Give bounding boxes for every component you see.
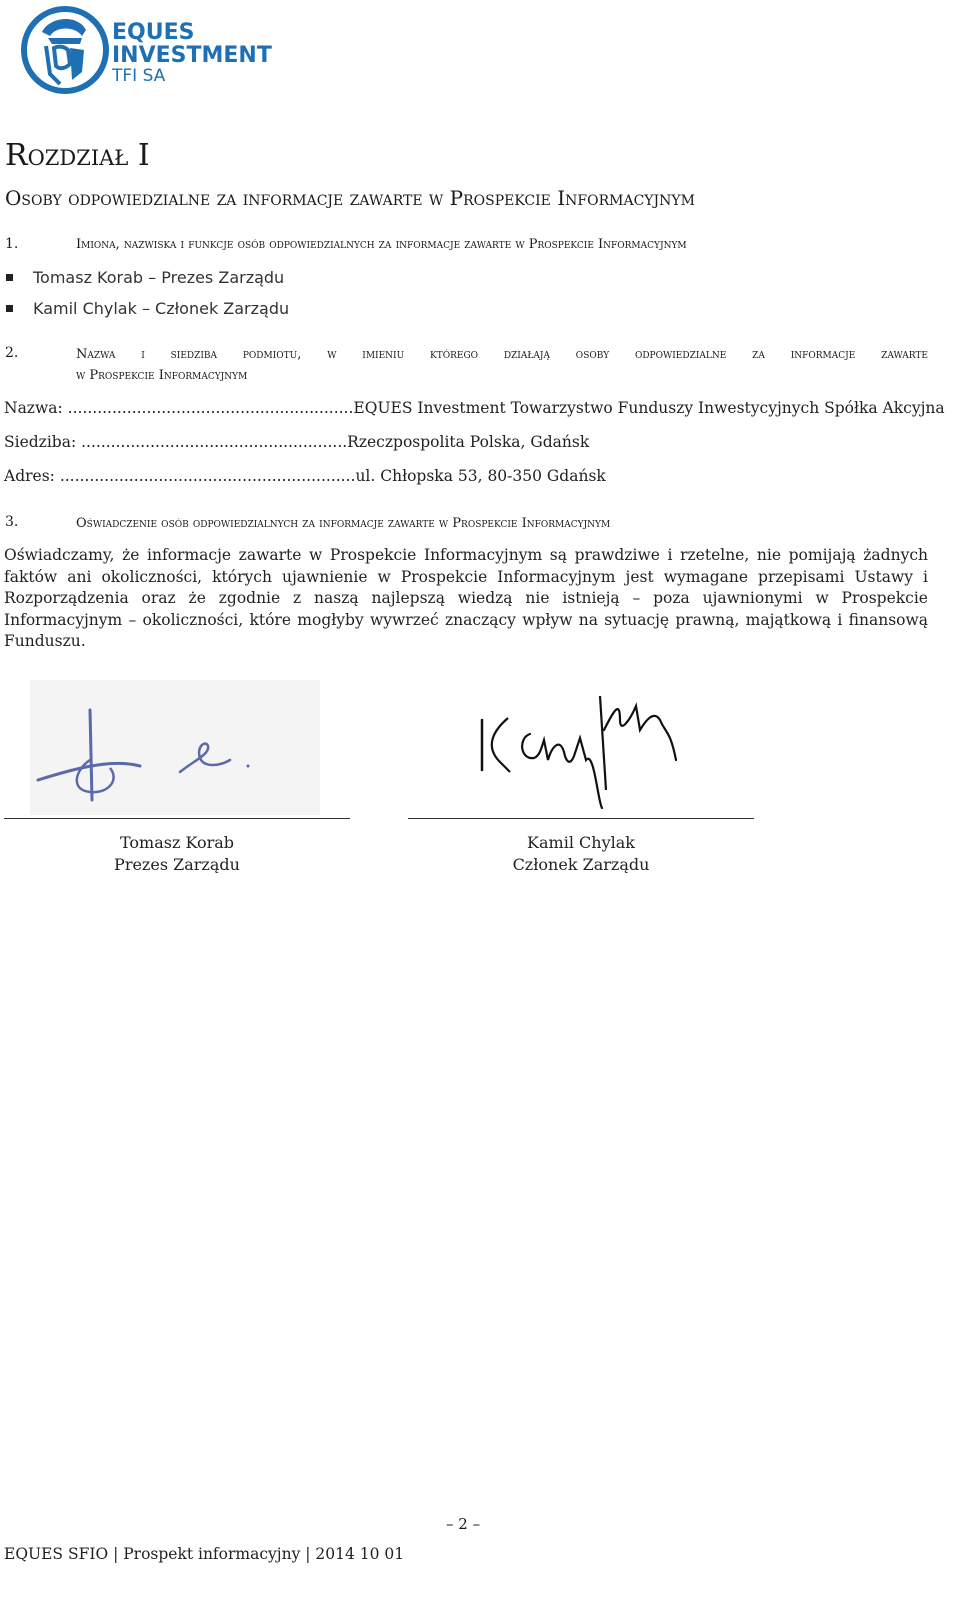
section-3-heading: Oświadczenie osób odpowiedzialnych za informacje zawarte w Prospekcie Informacyjnym: [76, 516, 611, 531]
section-2-heading-line1: Nazwa i siedziba podmiotu, w imieniu którego działają osoby odpowiedzialne za informacje zawarte: [76, 347, 928, 362]
chapter-title: Rozdział I: [5, 138, 150, 173]
section-1-heading: Imiona, nazwiska i funkcje osób odpowiedzialnych za informacje zawarte w Prospekcie Informacyjnym: [76, 237, 687, 252]
helmet-logo-icon: [20, 2, 110, 98]
signature-image-left: [30, 680, 320, 815]
company-logo: [20, 2, 270, 98]
signature-line-left: [4, 818, 350, 819]
section-1-number: 1.: [5, 236, 19, 252]
page-number: – 2 –: [446, 1515, 481, 1533]
logo-text-tfi: TFI SA: [112, 66, 166, 86]
list-item: Tomasz Korab – Prezes Zarządu: [6, 268, 284, 287]
signatory-name: Kamil Chylak: [527, 833, 635, 852]
list-item: Kamil Chylak – Członek Zarządu: [6, 299, 289, 318]
section-3-number: 3.: [5, 514, 19, 530]
signatory-role: Członek Zarządu: [512, 855, 650, 874]
logo-text-eques: EQUES: [112, 20, 195, 45]
field-name: Nazwa: ..........................................................EQUES Investment Towarzystwo Funduszy Inwestycyjnych Spółka Akcyjna: [4, 399, 945, 417]
logo-text-investment: INVESTMENT: [112, 43, 272, 68]
signatory-right: [408, 832, 754, 876]
page-footer: EQUES SFIO | Prospekt informacyjny | 2014 10 01: [4, 1545, 405, 1563]
statement-paragraph: Oświadczamy, że informacje zawarte w Prospekcie Informacyjnym są prawdziwe i rzetelne, nie pomijają żadnych faktów ani okoliczności, których ujawnienie w Prospekcie Informacyjnym jest wymagane przepisami Ustawy i Rozporządzenia oraz że zgodnie z naszą najlepszą wiedzą nie istnieją – poza ujawnionymi w Prospekcie Informacyjnym – okoliczności, które mogłyby wywrzeć znaczący wpływ na sytuację prawną, majątkową i finansową Funduszu.: [4, 546, 928, 650]
signatory-role: Prezes Zarządu: [114, 855, 240, 874]
signature-line-right: [408, 818, 754, 819]
signatory-name: Tomasz Korab: [119, 833, 235, 852]
signatory-left: [4, 832, 350, 876]
field-seat: Siedziba: ......................................................Rzeczpospolita Polska, Gdańsk: [4, 433, 590, 451]
signature-image-right: [470, 690, 690, 815]
chapter-subtitle: Osoby odpowiedzialne za informacje zawarte w Prospekcie Informacyjnym: [5, 186, 695, 210]
field-address: Adres: ............................................................ul. Chłopska 53, 80-350 Gdańsk: [4, 467, 606, 485]
bullet-icon: [6, 305, 13, 312]
section-2-number: 2.: [5, 345, 19, 361]
section-2-heading-line2: w Prospekcie Informacyjnym: [76, 368, 248, 383]
bullet-icon: [6, 274, 13, 281]
